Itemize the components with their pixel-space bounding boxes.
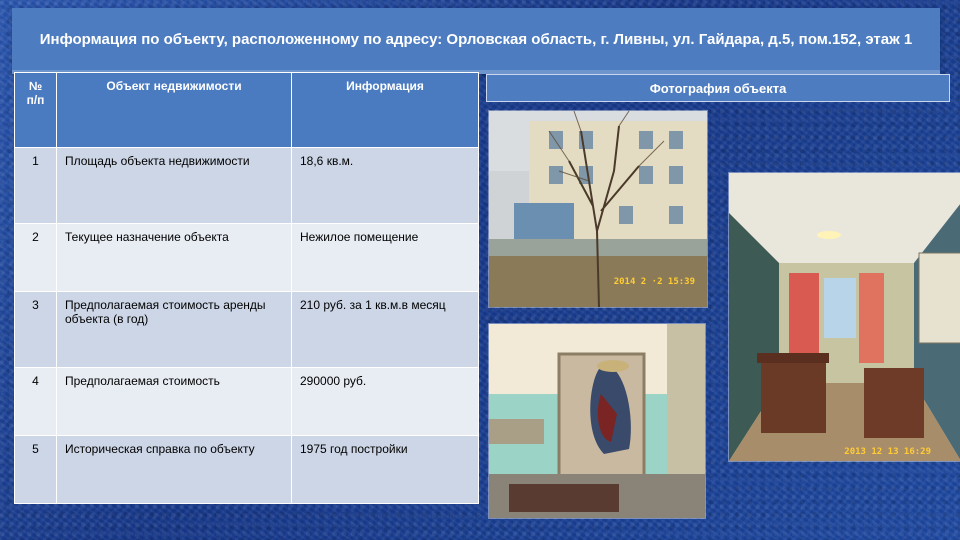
photo-date-stamp: 2013 12 13 16:29 — [844, 447, 931, 457]
row-object: Площадь объекта недвижимости — [57, 148, 292, 224]
row-info: Нежилое помещение — [292, 224, 479, 292]
page-title-bar — [12, 8, 940, 74]
header-info: Информация — [292, 73, 479, 148]
row-object: Предполагаемая стоимость — [57, 368, 292, 436]
table-row — [15, 436, 479, 504]
header-number: № п/п — [15, 73, 57, 148]
page-title: Информация по объекту, расположенному по адресу: Орловская область, г. Ливны, ул. Гайдара, д.5, пом.152, этаж 1 — [39, 30, 913, 48]
table-header-row — [15, 73, 479, 148]
table-row — [15, 368, 479, 436]
photo-section-heading — [486, 74, 950, 102]
row-info: 1975 год постройки — [292, 436, 479, 504]
row-number: 1 — [15, 148, 57, 224]
header-object: Объект недвижимости — [57, 73, 292, 148]
property-info-table — [14, 72, 479, 504]
office-room-photo — [728, 172, 960, 462]
row-info: 290000 руб. — [292, 368, 479, 436]
row-number: 3 — [15, 292, 57, 368]
table-row — [15, 224, 479, 292]
row-object: Историческая справка по объекту — [57, 436, 292, 504]
row-info: 210 руб. за 1 кв.м.в месяц — [292, 292, 479, 368]
table-row — [15, 292, 479, 368]
row-number: 2 — [15, 224, 57, 292]
row-number: 4 — [15, 368, 57, 436]
photo-date-stamp: 2014 2 ·2 15:39 — [613, 277, 695, 287]
hallway-door-photo — [488, 323, 706, 519]
row-number: 5 — [15, 436, 57, 504]
row-object: Предполагаемая стоимость аренды объекта (в год) — [57, 292, 292, 368]
photo-heading-text: Фотография объекта — [649, 80, 787, 96]
row-info: 18,6 кв.м. — [292, 148, 479, 224]
building-exterior-photo — [488, 110, 708, 308]
table-row — [15, 148, 479, 224]
row-object: Текущее назначение объекта — [57, 224, 292, 292]
